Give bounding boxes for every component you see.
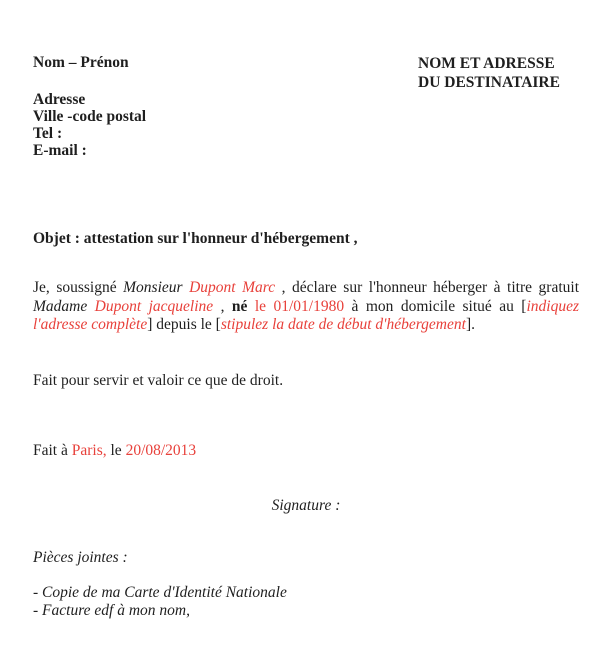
address-placeholder: indiquez l'adresse complète [33, 297, 579, 333]
host-name-value: Dupont Marc [189, 279, 276, 296]
body-after-guest: , [213, 297, 232, 315]
attachments-list [33, 584, 287, 619]
signature-label: Signature : [271, 497, 341, 514]
sender-details [33, 91, 146, 159]
validity-line: Fait pour servir et valoir ce que de droit. [33, 372, 284, 389]
attachment-item: - Facture edf à mon nom, [33, 601, 190, 619]
host-title: Monsieur [123, 279, 190, 296]
city-value: Paris, [71, 442, 107, 459]
sender-address: Adresse [33, 91, 86, 108]
body-paragraph-end: ]. [465, 316, 475, 333]
date-value: 20/08/2013 [125, 442, 197, 459]
body-after-birth: à mon domicile situé au [ [344, 297, 527, 315]
guest-title: Madame [33, 297, 95, 315]
place-date-line [33, 442, 196, 460]
body-between-brackets: ] depuis le [ [147, 316, 221, 333]
born-label: né [231, 297, 255, 315]
subject-line: Objet : attestation sur l'honneur d'hébergement , [33, 230, 358, 247]
sender-city-postal: Ville -code postal [33, 108, 147, 125]
sender-tel: Tel : [33, 125, 63, 142]
sender-email: E-mail : [33, 142, 87, 159]
date-line-prefix: Fait à [33, 442, 72, 459]
attachment-item: - Copie de ma Carte d'Identité Nationale [33, 584, 287, 601]
sender-name: Nom – Prénon [33, 54, 129, 71]
body-after-host: , déclare sur l'honneur héberger à titre gratuit [275, 279, 579, 296]
body-paragraph [33, 279, 579, 335]
birth-date-value: le 01/01/1980 [254, 297, 345, 315]
recipient-block [418, 54, 560, 92]
start-date-placeholder: stipulez la date de début d'hébergement [220, 316, 466, 333]
recipient-line-2: DU DESTINATAIRE [418, 74, 560, 91]
body-intro: Je, soussigné [33, 279, 124, 296]
date-line-middle: le [106, 442, 126, 459]
attachments-title: Pièces jointes : [33, 549, 128, 566]
guest-name-value: Dupont jacqueline [94, 297, 214, 315]
recipient-line-1: NOM ET ADRESSE [418, 55, 555, 72]
